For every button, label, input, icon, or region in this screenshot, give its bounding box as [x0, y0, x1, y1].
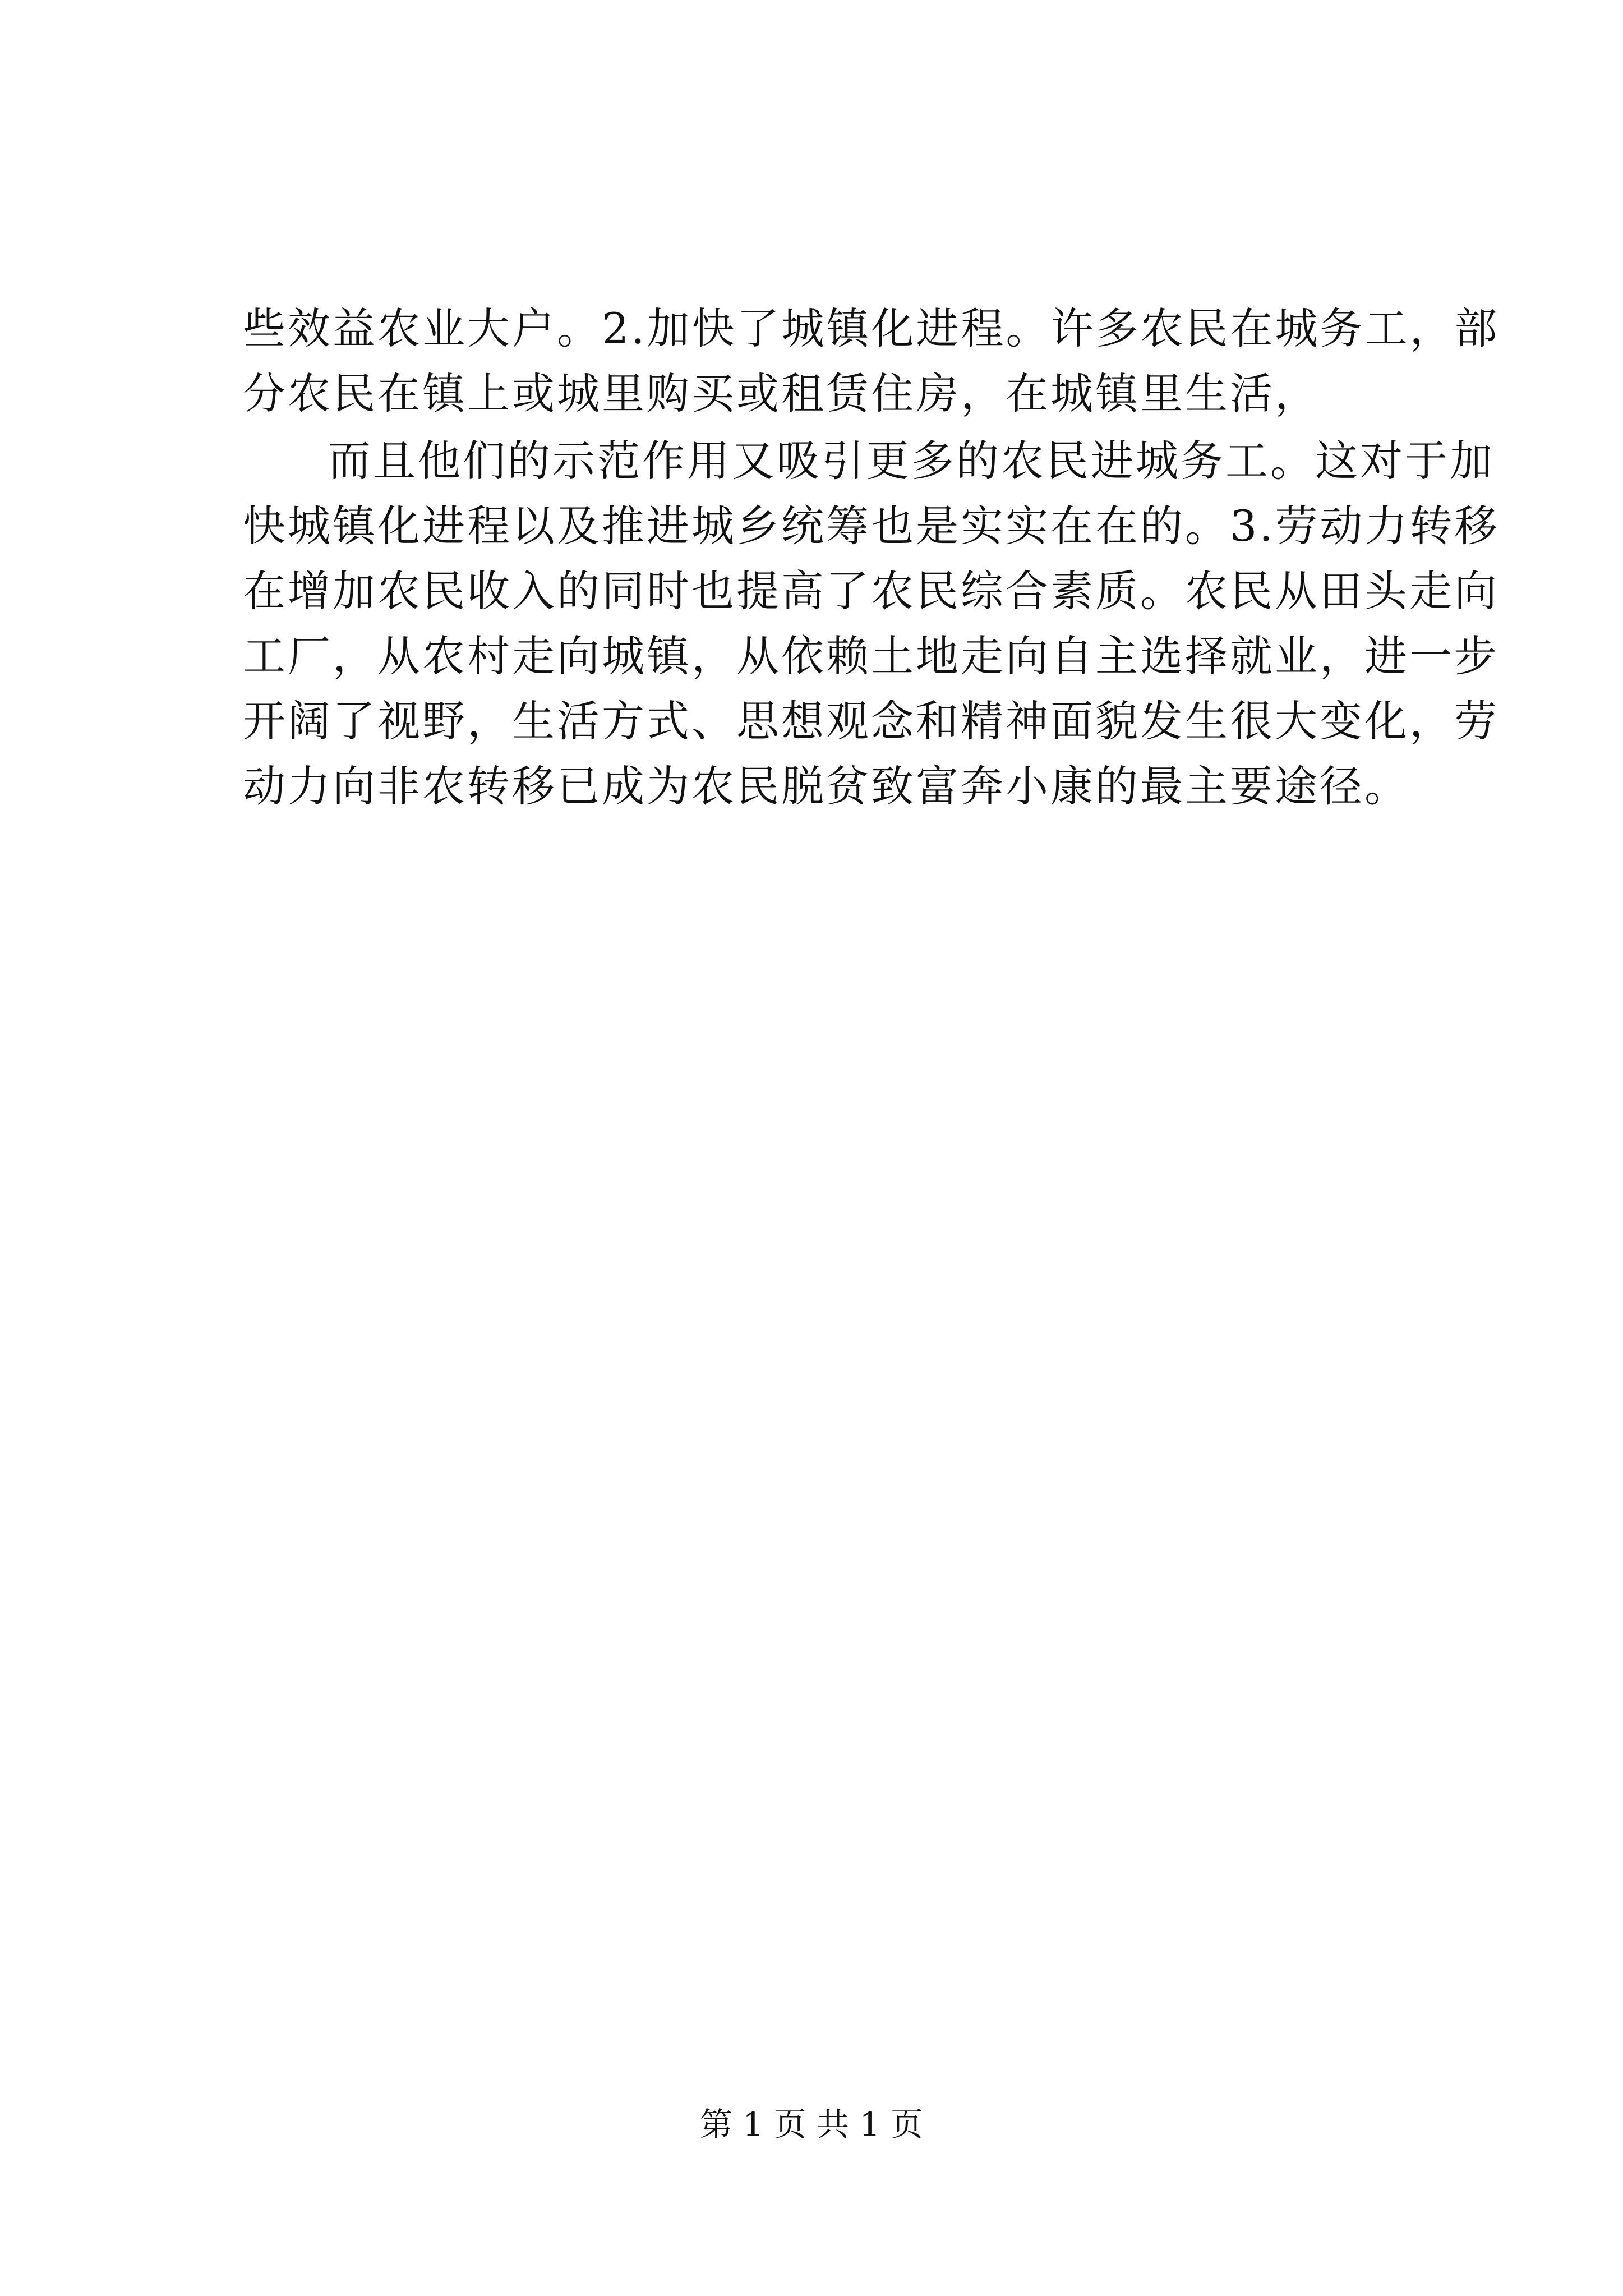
- text-line-3: 而且他们的示范作用又吸引更多的农民进城务工。这对于加: [328, 436, 1495, 486]
- body-text: [243, 296, 1500, 819]
- text-line-5: 在增加农民收入的同时也提高了农民综合素质。农民从田头走向: [243, 566, 1499, 616]
- text-line-6: 工厂，从农村走向城镇，从依赖土地走向自主选择就业，进一步: [243, 631, 1499, 681]
- text-line-4: 快城镇化进程以及推进城乡统筹也是实实在在的。3.劳动力转移: [243, 501, 1500, 551]
- text-line-1: 些效益农业大户。2.加快了城镇化进程。许多农民在城务工，部: [243, 303, 1500, 353]
- text-line-8: 动力向非农转移已成为农民脱贫致富奔小康的最主要途径。: [243, 761, 1409, 811]
- text-line-7: 开阔了视野，生活方式、思想观念和精神面貌发生很大变化，劳: [243, 696, 1499, 746]
- page-number: 第 1 页 共 1 页: [700, 2105, 923, 2143]
- text-line-2: 分农民在镇上或城里购买或租赁住房，在城镇里生活，: [243, 369, 1320, 418]
